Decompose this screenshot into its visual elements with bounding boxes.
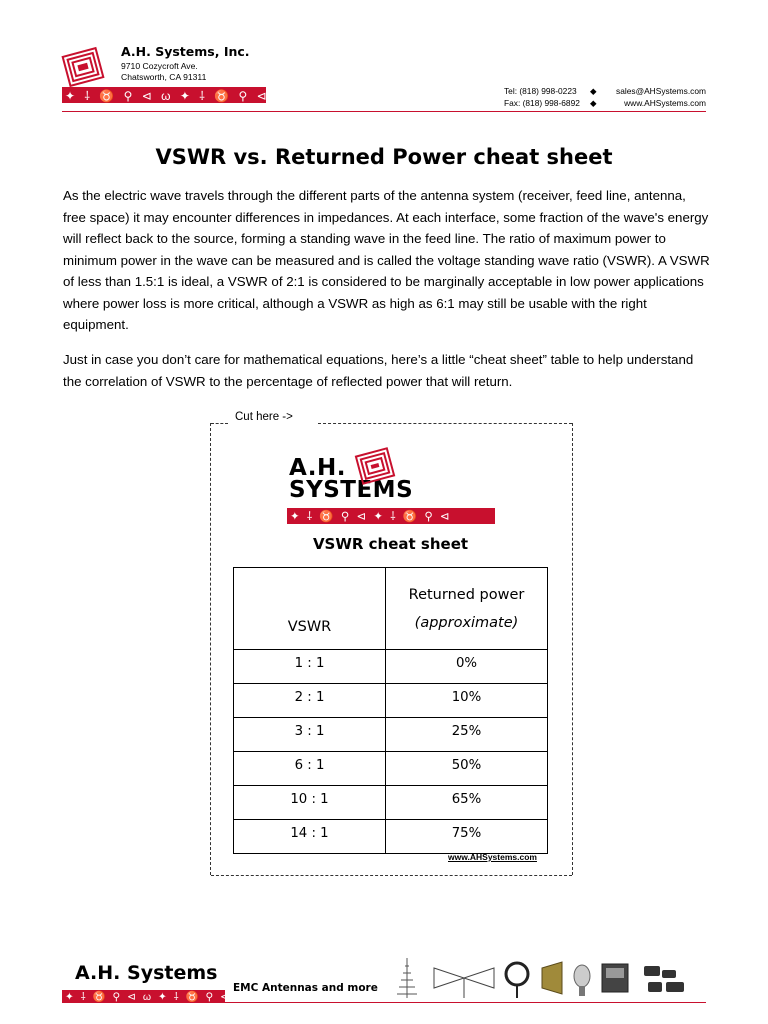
footer-tagline: EMC Antennas and more xyxy=(233,982,378,994)
table-row xyxy=(234,684,548,718)
cut-line-left xyxy=(210,423,211,875)
table-row xyxy=(234,820,548,854)
antenna-symbols-icon: ✦ ⸸ ♉ ⚲ ⊲ ω ✦ ⸸ ♉ ⚲ ⊲ ω xyxy=(65,88,289,103)
address-line-2: Chatsworth, CA 91311 xyxy=(121,72,207,82)
table-row xyxy=(234,786,548,820)
website-link[interactable]: www.AHSystems.com xyxy=(624,98,706,108)
horn-antenna-icon xyxy=(542,962,562,994)
loop-antenna-icon xyxy=(506,963,528,998)
card-antenna-band xyxy=(287,508,495,524)
probe-icon xyxy=(574,965,590,996)
card-website-link[interactable]: www.AHSystems.com xyxy=(448,852,537,862)
log-periodic-antenna-icon xyxy=(397,958,417,998)
antenna-symbols-icon: ✦ ⸸ ♉ ⚲ ⊲ ω ✦ ⸸ ♉ ⚲ ⊲ xyxy=(65,990,231,1003)
card-logo-icon xyxy=(355,446,395,486)
table-row xyxy=(234,650,548,684)
page-title: VSWR vs. Returned Power cheat sheet xyxy=(155,145,613,169)
card-logo-line-1: A.H. xyxy=(289,455,346,481)
header-antenna-band xyxy=(62,87,289,103)
contact-phone-block xyxy=(504,85,580,109)
tel-number: Tel: (818) 998-0223 xyxy=(504,86,577,96)
power-cell: 65% xyxy=(386,786,548,820)
power-cell: 10% xyxy=(386,684,548,718)
table-row xyxy=(234,718,548,752)
power-cell: 0% xyxy=(386,650,548,684)
vswr-cell: 10 : 1 xyxy=(234,786,386,820)
intro-paragraph: As the electric wave travels through the different parts of the antenna system (receiver, feed line, antenna, free space) it may encounter differences in impedances. At each interface, some fraction of the wave's energy will reflect back to the source, forming a standing wave in the feed line. The ratio of maximum power to minimum power in the wave can be measured and is called the voltage standing wave ratio (VSWR). A VSWR of less than 1.5:1 is ideal, a VSWR of 2:1 is considered to be marginally acceptable in low power applications where power loss is more critical, although a VSWR as high as 6:1 may still be usable with the right equipment. xyxy=(63,188,710,332)
fax-number: Fax: (818) 998-6892 xyxy=(504,98,580,108)
vswr-cell: 6 : 1 xyxy=(234,752,386,786)
vswr-cell: 14 : 1 xyxy=(234,820,386,854)
cut-line-top-right xyxy=(318,423,572,424)
company-logo-icon xyxy=(62,46,104,88)
diamond-icon: ◆ xyxy=(590,86,597,96)
antenna-symbols-icon: ✦ ⸸ ♉ ⚲ ⊲ ✦ ⸸ ♉ ⚲ ⊲ xyxy=(290,510,452,523)
power-cell: 50% xyxy=(386,752,548,786)
vswr-cell: 2 : 1 xyxy=(234,684,386,718)
antenna-products-icon xyxy=(392,954,692,1002)
cut-line-top-left xyxy=(211,423,228,424)
biconical-antenna-icon xyxy=(434,968,494,998)
power-cell: 25% xyxy=(386,718,548,752)
case-icon xyxy=(602,964,628,992)
company-address xyxy=(121,61,206,83)
address-line-1: 9710 Cozycroft Ave. xyxy=(121,61,198,71)
cheat-sheet-intro-paragraph: Just in case you don’t care for mathematical equations, here’s a little “cheat sheet” table to help understand the correlation of VSWR to the percentage of reflected power that will return. xyxy=(63,352,694,389)
table-row xyxy=(234,752,548,786)
accessory-icon xyxy=(644,966,684,992)
vswr-column-header: VSWR xyxy=(234,568,386,650)
cut-line-right xyxy=(572,423,573,875)
returned-power-column-header: Returned power (approximate) xyxy=(386,568,548,650)
diamond-icon: ◆ xyxy=(590,98,597,108)
vswr-cell: 3 : 1 xyxy=(234,718,386,752)
vswr-table xyxy=(233,567,548,854)
contact-online-block xyxy=(613,85,706,109)
power-cell: 75% xyxy=(386,820,548,854)
cut-here-label: Cut here -> xyxy=(235,411,293,423)
table-header-row xyxy=(234,568,548,650)
vswr-cell: 1 : 1 xyxy=(234,650,386,684)
header-divider xyxy=(62,111,706,112)
cut-line-bottom xyxy=(211,875,572,876)
card-logo-line-2: SYSTEMS xyxy=(289,477,414,503)
company-name: A.H. Systems, Inc. xyxy=(121,44,250,59)
footer-company-name: A.H. Systems xyxy=(75,962,218,984)
contact-separators xyxy=(590,85,596,109)
footer-divider xyxy=(62,1002,706,1003)
email-link[interactable]: sales@AHSystems.com xyxy=(616,86,706,96)
card-subtitle: VSWR cheat sheet xyxy=(312,535,469,553)
